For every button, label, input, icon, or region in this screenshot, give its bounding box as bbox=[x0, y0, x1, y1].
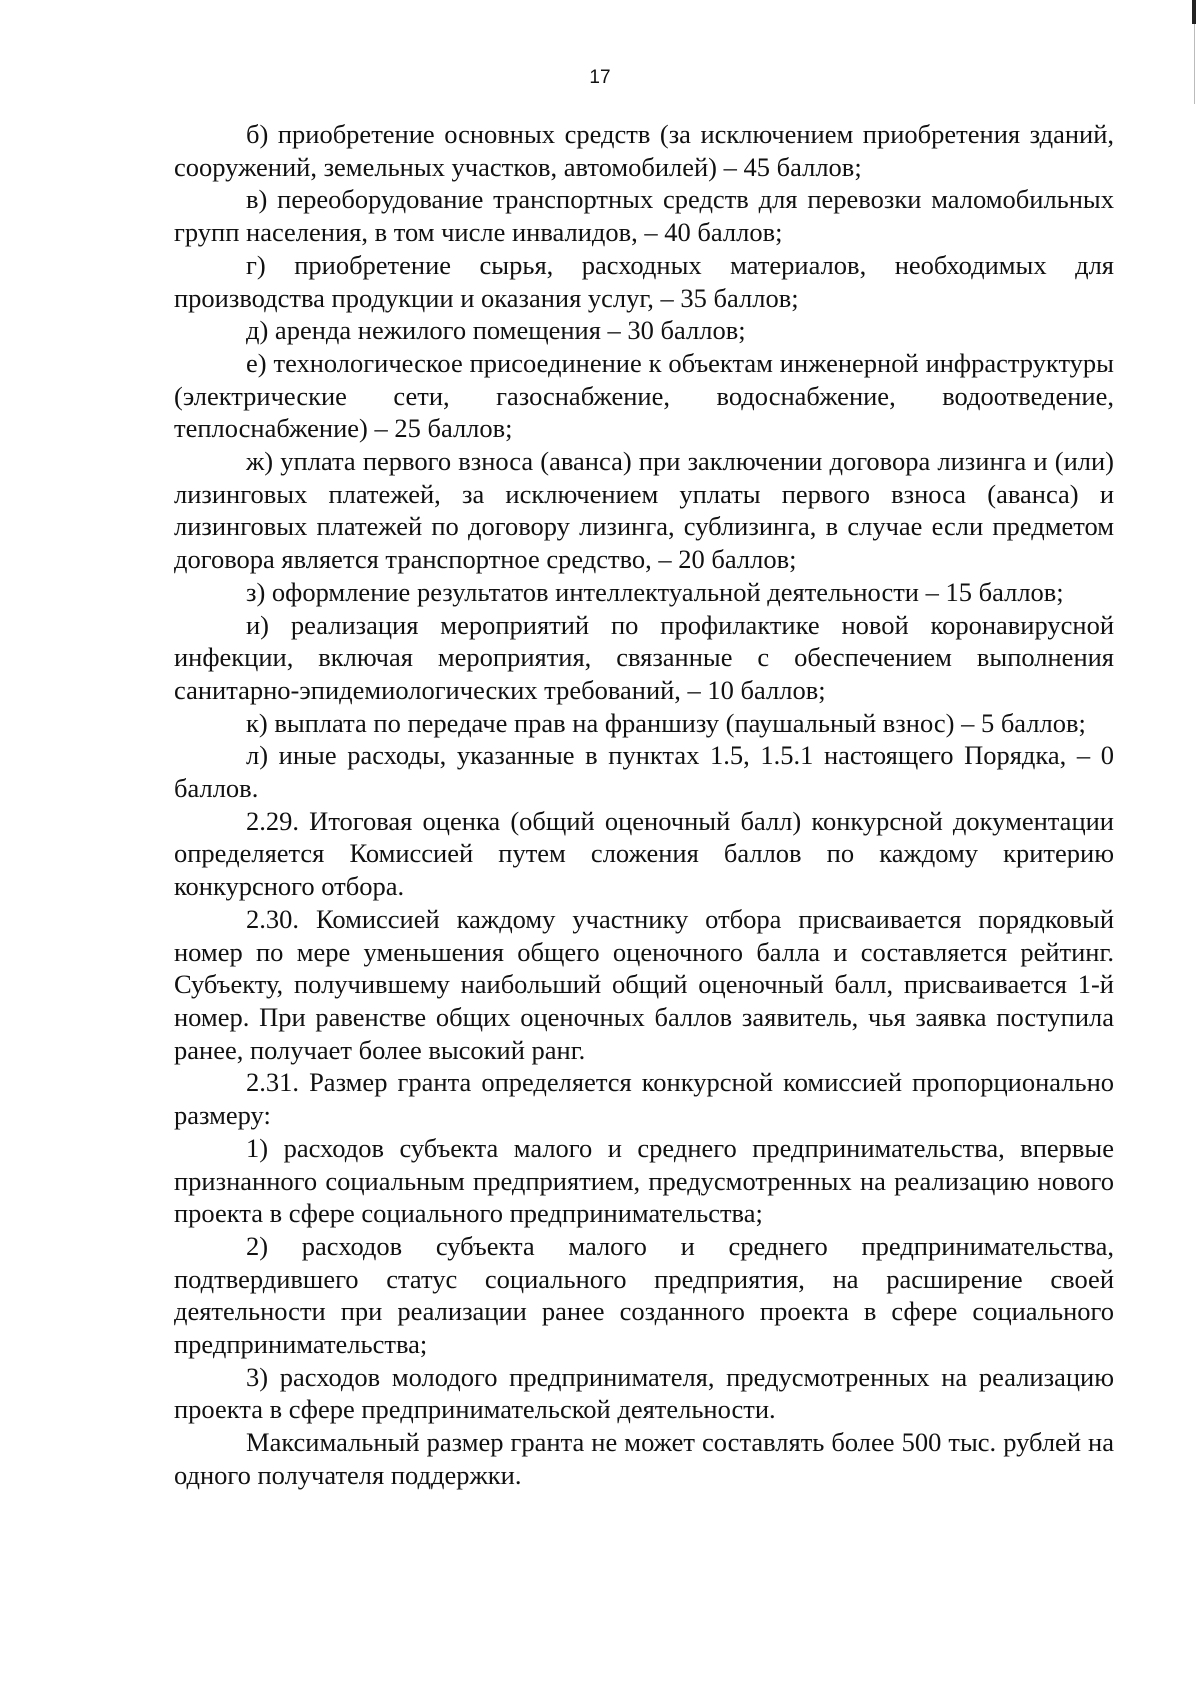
paragraph-item-v: в) переоборудование транспортных средств для перевозки маломобильных групп населения, в том числе инвалидов, – 40 баллов; bbox=[174, 184, 1114, 248]
paragraph-item-zh: ж) уплата первого взноса (аванса) при заключении договора лизинга и (или) лизинговых платежей, за исключением уплаты первого взноса (аванса) и лизинговых платежей по договору лизинга, сублизинга, в случае если предметом договора является транспортное средство, – 20 баллов; bbox=[174, 446, 1114, 575]
paragraph-max-grant: Максимальный размер гранта не может составлять более 500 тыс. рублей на одного получателя поддержки. bbox=[174, 1427, 1114, 1490]
paragraph-2-30: 2.30. Комиссией каждому участнику отбора присваивается порядковый номер по мере уменьшения общего оценочного балла и составляется рейтинг. Субъекту, получившему наибольший общий оценочный балл, присваивается 1-й номер. При равенстве общих оценочных баллов заявитель, чья заявка поступила ранее, получает более высокий ранг. bbox=[174, 903, 1114, 1065]
paragraph-item-1: 1) расходов субъекта малого и среднего предпринимательства, впервые признанного социальным предприятием, предусмотренных на реализацию нового проекта в сфере социального предпринимательства; bbox=[174, 1132, 1114, 1229]
paragraph-item-i: и) реализация мероприятий по профилактике новой коронавирусной инфекции, включая мероприятия, связанные с обеспечением выполнения санитарно-эпидемиологических требований, – 10 баллов; bbox=[174, 609, 1114, 705]
scan-edge-line bbox=[1194, 24, 1195, 104]
paragraph-item-d: д) аренда нежилого помещения – 30 баллов; bbox=[246, 315, 746, 346]
paragraph-item-b: б) приобретение основных средств (за исключением приобретения зданий, сооружений, земельных участков, автомобилей) – 45 баллов; bbox=[174, 119, 1114, 182]
paragraph-item-l: л) иные расходы, указанные в пунктах 1.5, 1.5.1 настоящего Порядка, – 0 баллов. bbox=[174, 740, 1114, 804]
paragraph-item-z: з) оформление результатов интеллектуальной деятельности – 15 баллов; bbox=[246, 576, 1064, 607]
paragraph-item-e: е) технологическое присоединение к объектам инженерной инфраструктуры (электрические сети, газоснабжение, водоснабжение, водоотведение, теплоснабжение) – 25 баллов; bbox=[174, 347, 1114, 444]
scan-edge-mark bbox=[1192, 0, 1196, 24]
paragraph-item-2: 2) расходов субъекта малого и среднего предпринимательства, подтвердившего статус социального предприятия, на расширение своей деятельности при реализации ранее созданного проекта в сфере социального предпринимательства; bbox=[174, 1230, 1114, 1360]
page-number: 17 bbox=[589, 67, 611, 88]
paragraph-2-31: 2.31. Размер гранта определяется конкурсной комиссией пропорционально размеру: bbox=[174, 1067, 1114, 1131]
paragraph-item-k: к) выплата по передаче прав на франшизу (паушальный взнос) – 5 баллов; bbox=[246, 707, 1086, 738]
paragraph-2-29: 2.29. Итоговая оценка (общий оценочный балл) конкурсной документации определяется Комиссией путем сложения баллов по каждому критерию конкурсного отбора. bbox=[174, 805, 1114, 902]
paragraph-item-g: г) приобретение сырья, расходных материалов, необходимых для производства продукции и оказания услуг, – 35 баллов; bbox=[174, 249, 1114, 313]
paragraph-item-3: 3) расходов молодого предпринимателя, предусмотренных на реализацию проекта в сфере предпринимательской деятельности. bbox=[174, 1361, 1114, 1425]
document-body bbox=[174, 118, 1114, 1492]
